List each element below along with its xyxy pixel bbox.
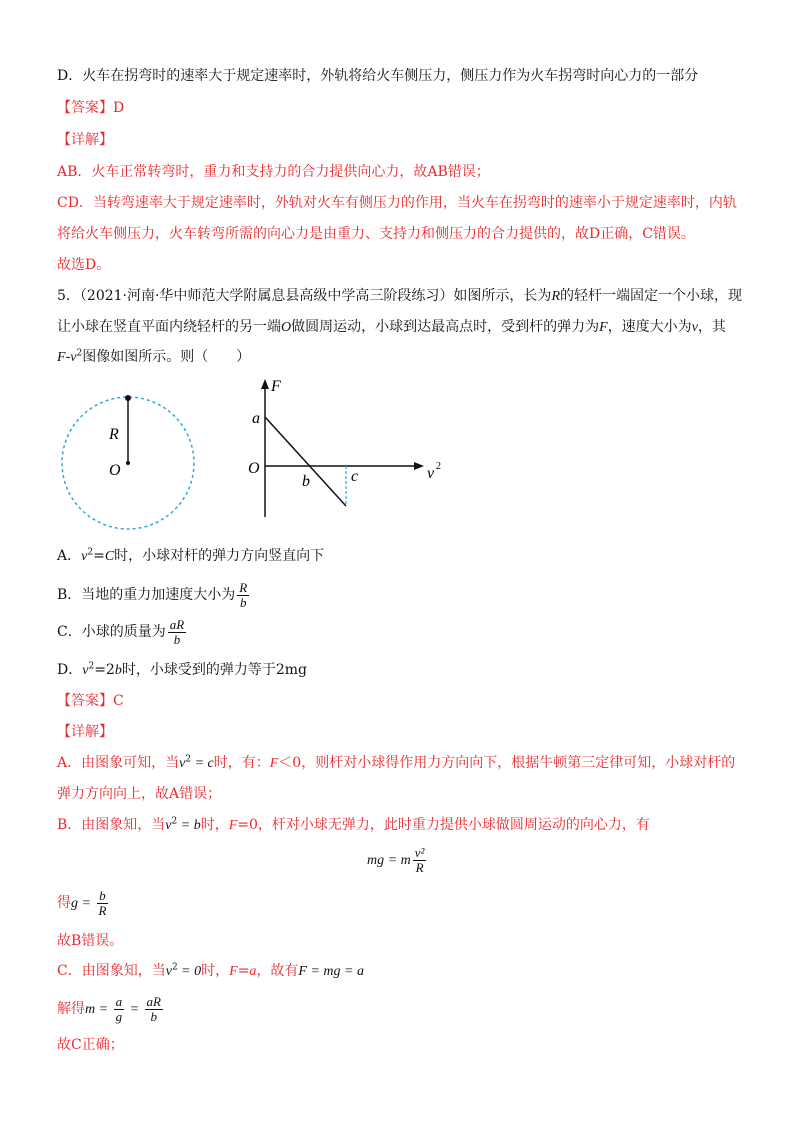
q5-stem-line-1: 5．（2021·河南·华中师范大学附属息县高级中学高三阶段练习）如图所示，长为R的轻杆一端固定一个小球，现	[57, 288, 742, 304]
y-arrow	[261, 379, 269, 389]
formula-centripetal: mg = m $\frac{\text{v²}}{R}$	[367, 844, 425, 875]
prev-detail-cd-1: CD．当转弯速率大于规定速率时，外轨对火车有侧压力的作用，当火车在拐弯时的速率小于规定速率时，内轨	[57, 195, 737, 211]
ball	[125, 395, 131, 401]
label-c: c	[351, 468, 359, 485]
q5-option-c: C．小球的质量为 $\frac{aR}{b}$	[57, 616, 185, 647]
label-r: R	[109, 426, 119, 443]
label-v-sup: 2	[436, 461, 441, 472]
prev-option-d: D．火车在拐弯时的速率大于规定速率时，外轨将给火车侧压力，侧压力作为火车拐弯时向心力的一部分	[57, 68, 699, 84]
data-line	[265, 417, 346, 506]
x-arrow	[414, 462, 424, 470]
label-f: F	[271, 378, 281, 395]
f-v2-graph	[240, 375, 455, 525]
q5-option-d: D．$v^2=2b$时，小球受到的弹力等于2mg	[57, 661, 307, 678]
label-origin: O	[248, 460, 260, 477]
label-v: v	[427, 465, 435, 482]
label-a: a	[252, 410, 260, 427]
q5-c-correct: 故C正确；	[57, 1037, 124, 1053]
prev-detail-ab: AB．火车正常转弯时，重力和支持力的合力提供向心力，故AB错误；	[57, 164, 490, 180]
q5-get-g: 得g = $\frac{b}{R}$	[57, 887, 107, 918]
q5-detail-c-1: C．由图象知，当$v^2 = 0$时，F=a，故有F = mg = a	[57, 962, 364, 979]
prev-detail-cd-2: 将给火车侧压力，火车转弯所需的向心力是由重力、支持力和侧压力的合力提供的，故D正确，C错误。	[57, 226, 695, 242]
q5-detail-a-1: A．由图象可知，当$v^2 = c$时，有：F＜0，则杆对小球得作用力方向向下，根据牛顿第三定律可知，小球对杆的	[57, 754, 736, 771]
label-o: O	[109, 462, 121, 479]
label-b: b	[302, 473, 310, 490]
q5-option-b: B．当地的重力加速度大小为 $\frac{R}{b}$	[57, 579, 248, 610]
q5-detail-label: 【详解】	[57, 724, 113, 740]
q5-stem-line-2: 让小球在竖直平面内绕轻杆的另一端O做圆周运动，小球到达最高点时，受到杆的弹力为F，速度大小为v，其	[57, 319, 726, 335]
q5-solve-m: 解得m = $\frac{a}{g}$ = $\frac{aR}{b}$	[57, 993, 161, 1024]
pivot-o	[126, 461, 130, 465]
circle-figure	[55, 385, 205, 535]
prev-conclusion: 故选D。	[57, 257, 111, 273]
q5-detail-a-2: 弹力方向向上，故A错误；	[57, 786, 222, 802]
prev-detail-label: 【详解】	[57, 132, 113, 148]
q5-b-wrong: 故B错误。	[57, 933, 124, 949]
q5-answer: 【答案】C	[57, 693, 124, 709]
prev-answer: 【答案】D	[57, 100, 125, 116]
q5-detail-b-1: B．由图象知，当$v^2 = b$时，F=0，杆对小球无弹力，此时重力提供小球做圆周运动的向心力，有	[57, 816, 650, 833]
q5-option-a: A．$v^2=C$时，小球对杆的弹力方向竖直向下	[57, 547, 325, 564]
q5-stem-line-3: $F-v^2$图像如图所示。则（ ）	[57, 348, 251, 365]
